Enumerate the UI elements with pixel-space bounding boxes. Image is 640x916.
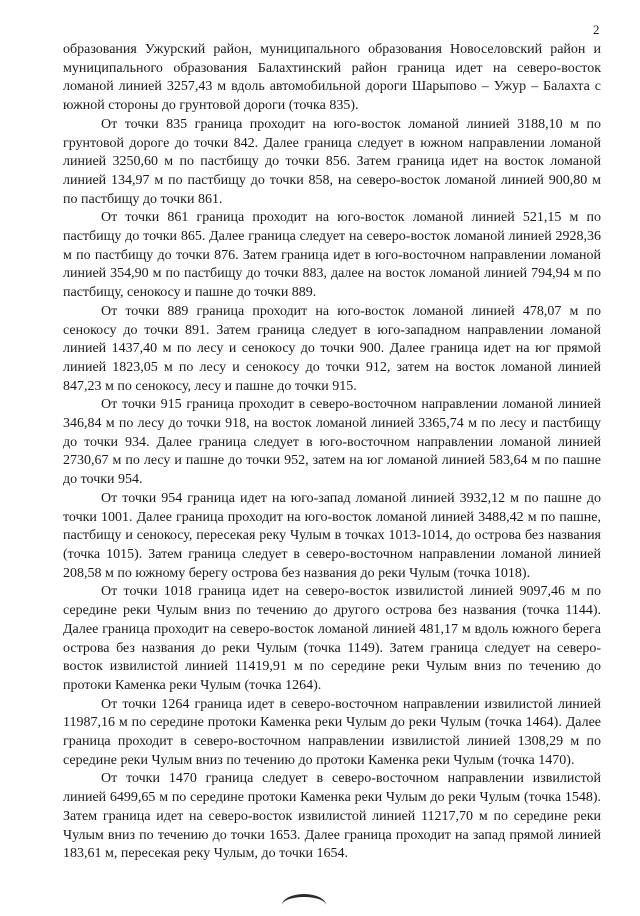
paragraph: От точки 889 граница проходит на юго-восток ломаной линией 478,07 м по сенокосу до точки 891. Затем граница следует в юго-западном направлении ломаной линией 1437,40 м по лесу и сенокосу до точки 900. Далее граница идет на юг прямой линией 1823,05 м по лесу и сенокосу до точки 912, затем на восток ломаной линией 847,23 м по сенокосу, лесу и пашне до точки 915.: [63, 303, 601, 394]
paragraph: От точки 1018 граница идет на северо-восток извилистой линией 9097,46 м по середине реки Чулым вниз по течению до другого острова без названия (точка 1144). Далее граница проходит на северо-восток ломаной линией 481,17 м вдоль южного берега острова без названия до реки Чулым (точка 1149). Затем граница следует на северо-восток извилистой линией 11419,91 м по середине реки Чулым вниз по течению до протоки Каменка реки Чулым (точка 1264).: [63, 584, 601, 693]
paragraph: От точки 861 граница проходит на юго-восток ломаной линией 521,15 м по пастбищу до точки 865. Далее граница следует на северо-восток ломаной линией 2928,36 м по пастбищу до точки 876. Затем граница идет в юго-восточном направлении ломаной линией 354,90 м по пастбищу до точки 883, далее на восток ломаной линией 794,94 м по пастбищу, сенокосу и пашне до точки 889.: [63, 210, 601, 301]
paragraph: образования Ужурский район, муниципального образования Новоселовский район и муниципального образования Балахтинский район граница идет на северо-восток ломаной линией 3257,43 м вдоль автомобильной дороги Шарыпово – Ужур – Балахта с южной стороны до грунтовой дороги (точка 835).: [63, 42, 601, 114]
page-number: 2: [593, 22, 600, 37]
paragraph: От точки 915 граница проходит в северо-восточном направлении ломаной линией 346,84 м по лесу до точки 918, на восток ломаной линией 3365,74 м по лесу и пастбищу до точки 934. Далее граница следует в юго-восточном направлении ломаной линией 2730,67 м по лесу и пашне до точки 952, затем на юг ломаной линией 583,64 м по пашне до точки 954.: [63, 397, 601, 488]
paragraph: От точки 1470 граница следует в северо-восточном направлении извилистой линией 6499,65 м по середине протоки Каменка реки Чулым до реки Чулым (точка 1548). Затем граница идет на северо-восток извилистой линией 11217,70 м по середине реки Чулым вниз по течению до точки 1653. Далее граница проходит на запад прямой линией 183,61 м, пересекая реку Чулым, до точки 1654.: [63, 771, 601, 862]
document-body: [63, 41, 601, 864]
paragraph: От точки 1264 граница идет в северо-восточном направлении извилистой линией 11987,16 м по середине протоки Каменка реки Чулым до реки Чулым (точка 1464). Далее граница проходит в северо-восточном направлении извилистой линией 1308,29 м по середине реки Чулым вниз по течению до протоки Каменка реки Чулым (точка 1470).: [63, 696, 601, 768]
paragraph: От точки 835 граница проходит на юго-восток ломаной линией 3188,10 м по грунтовой дороге до точки 842. Далее граница следует в южном направлении ломаной линией 3250,60 м по пастбищу до точки 856. Затем граница идет на восток ломаной линией 134,97 м по пастбищу до точки 858, на северо-восток ломаной линией 900,80 м по пастбищу до точки 861.: [63, 116, 601, 207]
scan-mark: [282, 894, 326, 916]
paragraph: От точки 954 граница идет на юго-запад ломаной линией 3932,12 м по пашне до точки 1001. Далее граница проходит на юго-восток ломаной линией 3488,42 м по пашне, пастбищу и сенокосу, пересекая реку Чулым в точках 1013-1014, до острова без названия (точка 1015). Затем граница следует в северо-восточном направлении ломаной линией 208,58 м по южному берегу острова без названия до реки Чулым (точка 1018).: [63, 490, 601, 581]
